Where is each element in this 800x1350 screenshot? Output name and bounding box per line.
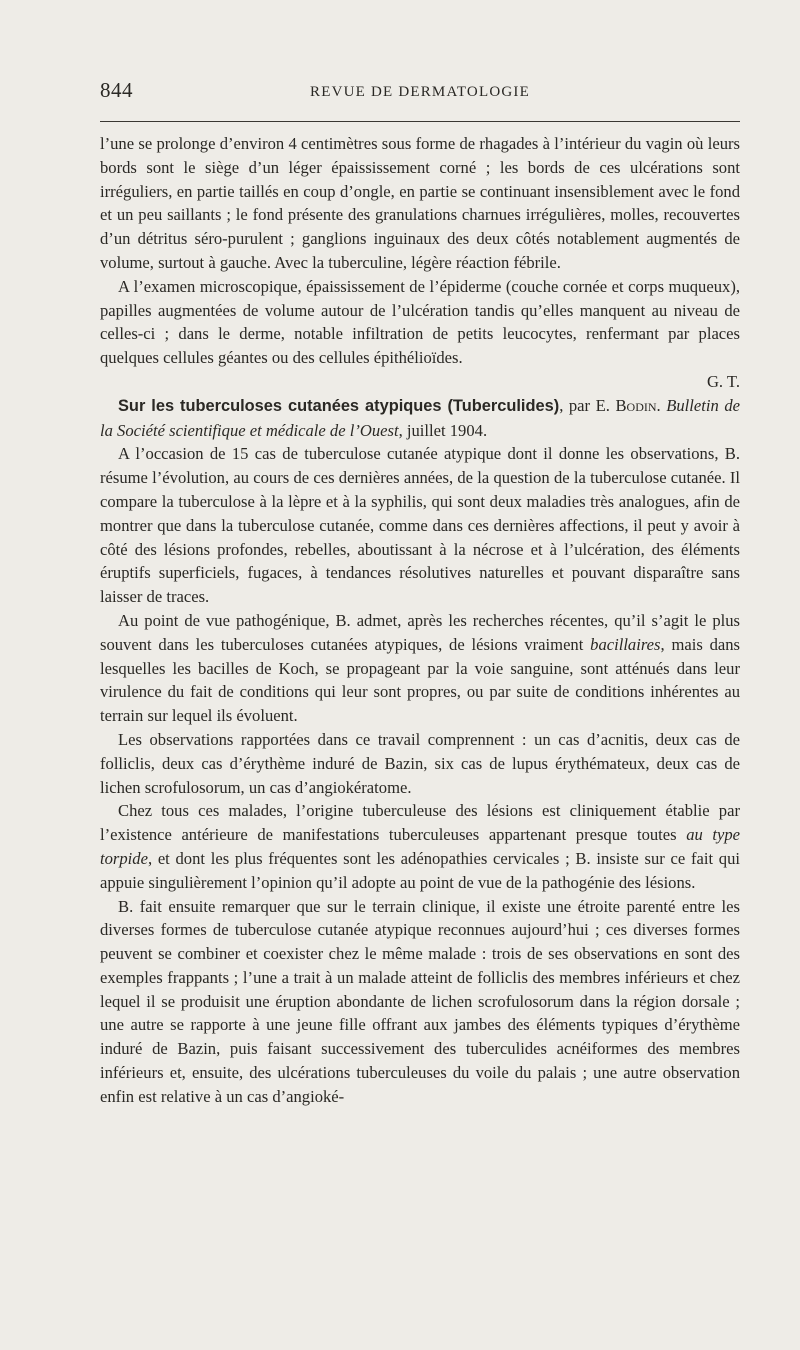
emphasis: bacillaires (590, 634, 661, 654)
review-heading: Sur les tuberculoses cutanées atypiques (Tuberculides), par E. Bodin. Bulletin de la Société scientifique et médicale de l’Ouest, juillet 1904. (100, 395, 740, 440)
emphasis: au type torpide (100, 825, 740, 868)
paragraph-text: Chez tous ces malades, l’origine tuberculeuse des lésions est cliniquement établie par l’existence antérieure de manifestations tuberculeuses appartenant presque toutes (100, 801, 740, 845)
header-rule (100, 121, 740, 122)
paragraph: B. fait ensuite remarquer que sur le terrain clinique, il existe une étroite parenté entre les diverses formes de tuberculose cutanée atypique reconnues aujourd’hui ; ces diverses formes peuvent se combiner et coexister chez le même malade : trois de ses observations en sont des exemples frappants ; l’une a trait à un malade atteint de folliclis des membres inférieurs et chez lequel il se produisit une éruption abondante de lichen scrofulosorum dans la région dorsale ; une autre se rapporte à une jeune fille offrant aux jambes des éléments typiques d’érythème induré de Bazin, puis faisant successivement des tuberculides acnéiformes des membres inférieurs et, ensuite, des ulcérations tuberculeuses du voile du palais ; une autre observation enfin est relative à un cas d’angioké- (100, 896, 740, 1106)
page-number: 844 (100, 78, 133, 102)
paragraph (100, 799, 740, 894)
paragraph (100, 275, 740, 394)
paragraph-text: A l’examen microscopique, épaississement de l’épiderme (couche cornée et corps muqueux), papilles augmentées de volume autour de l’ulcération tandis qu’elles manquent au niveau de celles-ci ; dans le derme, notable infiltration de petits leucocytes, renfermant par places quelques cellules géantes ou des cellules épithélioïdes. (100, 276, 740, 368)
paragraph (100, 609, 740, 728)
journal-title: Bulletin de la Société scientifique et médicale de l’Ouest (100, 395, 740, 440)
paragraph: l’une se prolonge d’environ 4 centimètres sous forme de rhagades à l’intérieur du vagin où leurs bords sont le siège d’un léger épaississement corné ; les bords de ces ulcérations sont irréguliers, en partie taillés en coup d’ongle, en partie se continuant insensiblement avec le fond et un peu saillants ; le fond présente des granulations charnues irrégulières, molles, recouvertes d’un détritus séro-purulent ; ganglions inguinaux des deux côtés notablement augmentés de volume, surtout à gauche. Avec la tuberculine, légère réaction fébrile. (100, 134, 740, 272)
paragraph-text: , et dont les plus fréquentes sont les adénopathies cervicales ; B. insiste sur ce fait qui appuie singulièrement l’opinion qu’il adopte au point de vue de la pathogénie des lésions. (100, 848, 740, 892)
author-initial: E. (595, 395, 616, 415)
paragraph-text: Au point de vue pathogénique, B. admet, après les recherches récentes, qu’il s’agit le plus souvent dans les tuberculoses cutanées atypiques, de lésions vraiment (100, 610, 740, 654)
review-title: Sur les tuberculoses cutanées atypiques (Tuberculides) (118, 396, 560, 415)
running-title: REVUE DE DERMATOLOGIE (310, 84, 530, 100)
paragraph: Les observations rapportées dans ce travail comprennent : un cas d’acnitis, deux cas de folliclis, deux cas d’érythème induré de Bazin, six cas de lupus érythémateux, deux cas de lichen scrofulosorum, un cas d’angiokératome. (100, 729, 740, 797)
page-header (100, 78, 740, 114)
review-by: , par (559, 395, 591, 415)
signature: G. T. (706, 371, 740, 391)
paragraph-text: , mais dans lesquelles les bacilles de Koch, se propageant par la voie sanguine, sont atténués dans leur virulence du fait de conditions qui leur sont propres, ou par suite de conditions inhérentes au terrain sur lequel ils évoluent. (100, 634, 741, 726)
paragraph: A l’occasion de 15 cas de tuberculose cutanée atypique dont il donne les observations, B. résume l’évolution, au cours de ces dernières années, de la question de la tuberculose cutanée. Il compare la tuberculose à la lèpre et à la syphilis, qui sont deux maladies très analogues, afin de montrer que dans la tuberculose cutanée, comme dans ces dernières affections, il peut y avoir à côté des lésions profondes, rebelles, aboutissant à la nécrose et à l’ulcération, des éléments éruptifs superficiels, fugaces, à tendances résolutives naturelles et pouvant disparaître sans laisser de traces. (100, 444, 740, 607)
author-name: Bodin (615, 395, 657, 415)
journal-date: , juillet 1904. (398, 420, 488, 440)
article-body (100, 132, 740, 1109)
